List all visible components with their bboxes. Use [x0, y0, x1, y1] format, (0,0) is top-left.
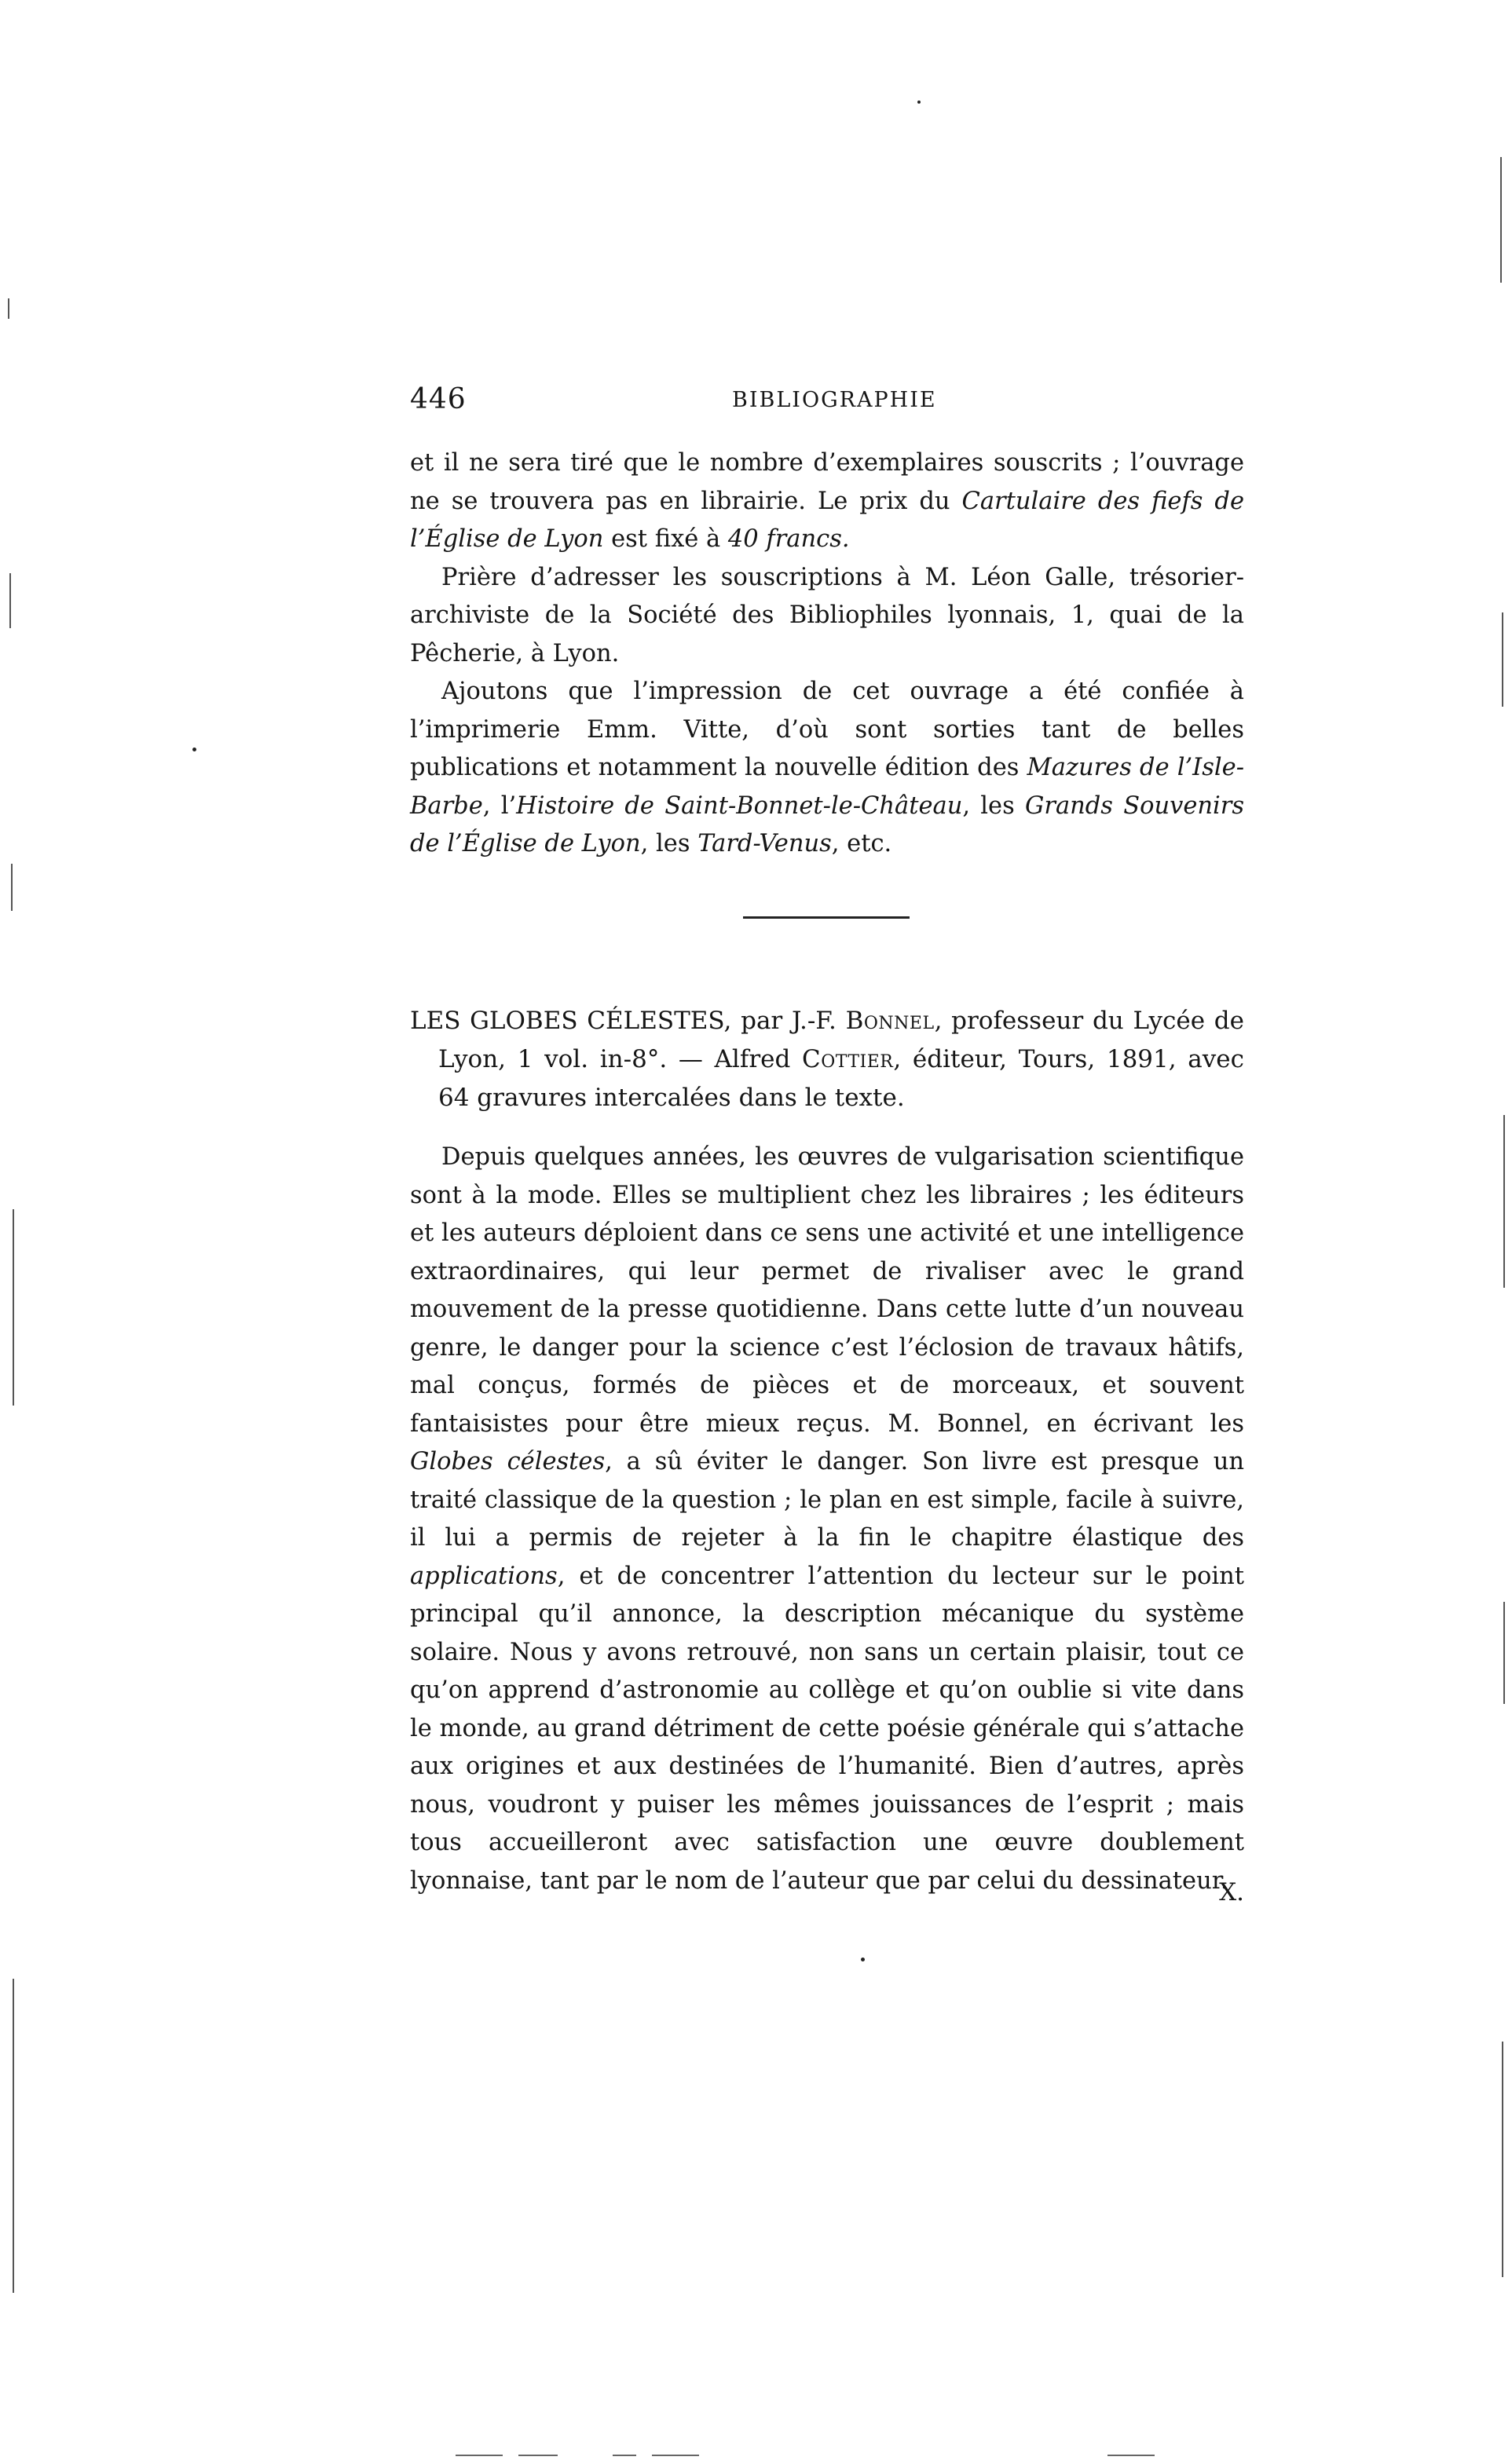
scan-edge-mark: [1503, 1602, 1505, 1704]
scan-bottom-mark: [652, 2455, 699, 2456]
entry-citation: LES GLOBES CÉLESTES, par J.-F. Bonnel, professeur du Lycée de Lyon, 1 vol. in-8°. — Alfred Cottier, éditeur, Tours, 1891, avec 64 gravures intercalées dans le texte.: [410, 1007, 1244, 1112]
book-title: Cartulaire des fiefs de l’Église de Lyon: [410, 487, 1244, 553]
publisher-name: Cottier: [802, 1045, 894, 1073]
scan-edge-mark: [1503, 1115, 1505, 1288]
scan-edge-mark: [8, 298, 9, 319]
price: 40 francs.: [727, 525, 850, 553]
review-body: [410, 1139, 1244, 1900]
scan-edge-mark: [11, 864, 13, 911]
section-title: BIBLIOGRAPHIE: [732, 388, 937, 412]
book-title: Tard-Venus: [697, 830, 832, 857]
page-number: 446: [410, 383, 467, 415]
previous-notice-end: [410, 444, 1244, 864]
author-name: Bonnel: [845, 1007, 935, 1035]
paragraph: Prière d’adresser les souscriptions à M. Léon Galle, trésorier-archiviste de la Société des Bibliophiles lyonnais, 1, quai de la Pêcherie, à Lyon.: [410, 563, 1244, 667]
paragraph: Depuis quelques années, les œuvres de vulgarisation scientifique sont à la mode. Elles se multiplient chez les libraires ; les éditeurs et les auteurs déploient dans ce sens une activité et une intelligence extraordinaires, qui leur permet de rivaliser avec le grand mouvement de la presse quotidienne. Dans cette lutte d’un nouveau genre, le danger pour la science c’est l’éclosion de travaux hâtifs, mal conçus, formés de pièces et de morceaux, et souvent fantaisistes pour être mieux reçus. M. Bonnel, en écrivant les Globes célestes, a sû éviter le danger. Son livre est presque un traité classique de la question ; le plan en est simple, facile à suivre, il lui a permis de rejeter à la fin le chapitre élastique des applications, et de concentrer l’attention du lecteur sur le point principal qu’il annonce, la description mécanique du système solaire. Nous y avons retrouvé, non sans un certain plaisir, tout ce qu’on apprend d’astronomie au collège et qu’on oublie si vite dans le monde, au grand détriment de cette poésie générale qui s’attache aux origines et aux destinées de l’humanité. Bien d’autres, après nous, voudront y puiser les mêmes jouissances de l’esprit ; mais tous accueilleront avec satisfaction une œuvre doublement lyonnaise, tant par le nom de l’auteur que par celui du dessinateur.: [410, 1143, 1244, 1895]
scan-bottom-mark: [613, 2455, 636, 2456]
scan-dust: [192, 748, 196, 751]
book-title: Grands Souvenirs de l’Église de Lyon: [410, 791, 1245, 857]
scan-bottom-mark: [1107, 2455, 1155, 2456]
scan-edge-mark: [13, 1209, 14, 1406]
scan-bottom-mark: [518, 2455, 558, 2456]
paragraph: et il ne sera tiré que le nombre d’exemplaires souscrits ; l’ouvrage ne se trouvera pas en librairie. Le prix du Cartulaire des fiefs de l’Église de Lyon est fixé à 40 francs.: [410, 449, 1244, 553]
scan-dust: [861, 1958, 865, 1961]
scan-bottom-mark: [456, 2455, 503, 2456]
running-head: [410, 383, 1244, 418]
scan-edge-mark: [1502, 612, 1503, 707]
book-title: Globes célestes: [410, 1448, 606, 1475]
section-divider: [743, 916, 910, 919]
paragraph: Ajoutons que l’impression de cet ouvrage a été confiée à l’imprimerie Emm. Vitte, d’où sont sorties tant de belles publications et notamment la nouvelle édition des Mazures de l’Isle-Barbe, l’Histoire de Saint-Bonnet-le-Château, les Grands Souvenirs de l’Église de Lyon, les Tard-Venus, etc.: [410, 678, 1245, 857]
scan-dust: [917, 101, 921, 104]
book-title: Mazures de l’Isle-Barbe: [410, 754, 1244, 820]
review-signature: X.: [1219, 1878, 1244, 1906]
scan-edge-mark: [1502, 2042, 1503, 2277]
book-title: Histoire de Saint-Bonnet-le-Château: [516, 791, 963, 820]
scan-edge-mark: [13, 1979, 14, 2293]
scan-edge-mark: [1500, 157, 1502, 283]
emphasis: applications: [410, 1562, 558, 1590]
bibliographic-entry-heading: [410, 1002, 1244, 1117]
scan-edge-mark: [9, 573, 11, 628]
